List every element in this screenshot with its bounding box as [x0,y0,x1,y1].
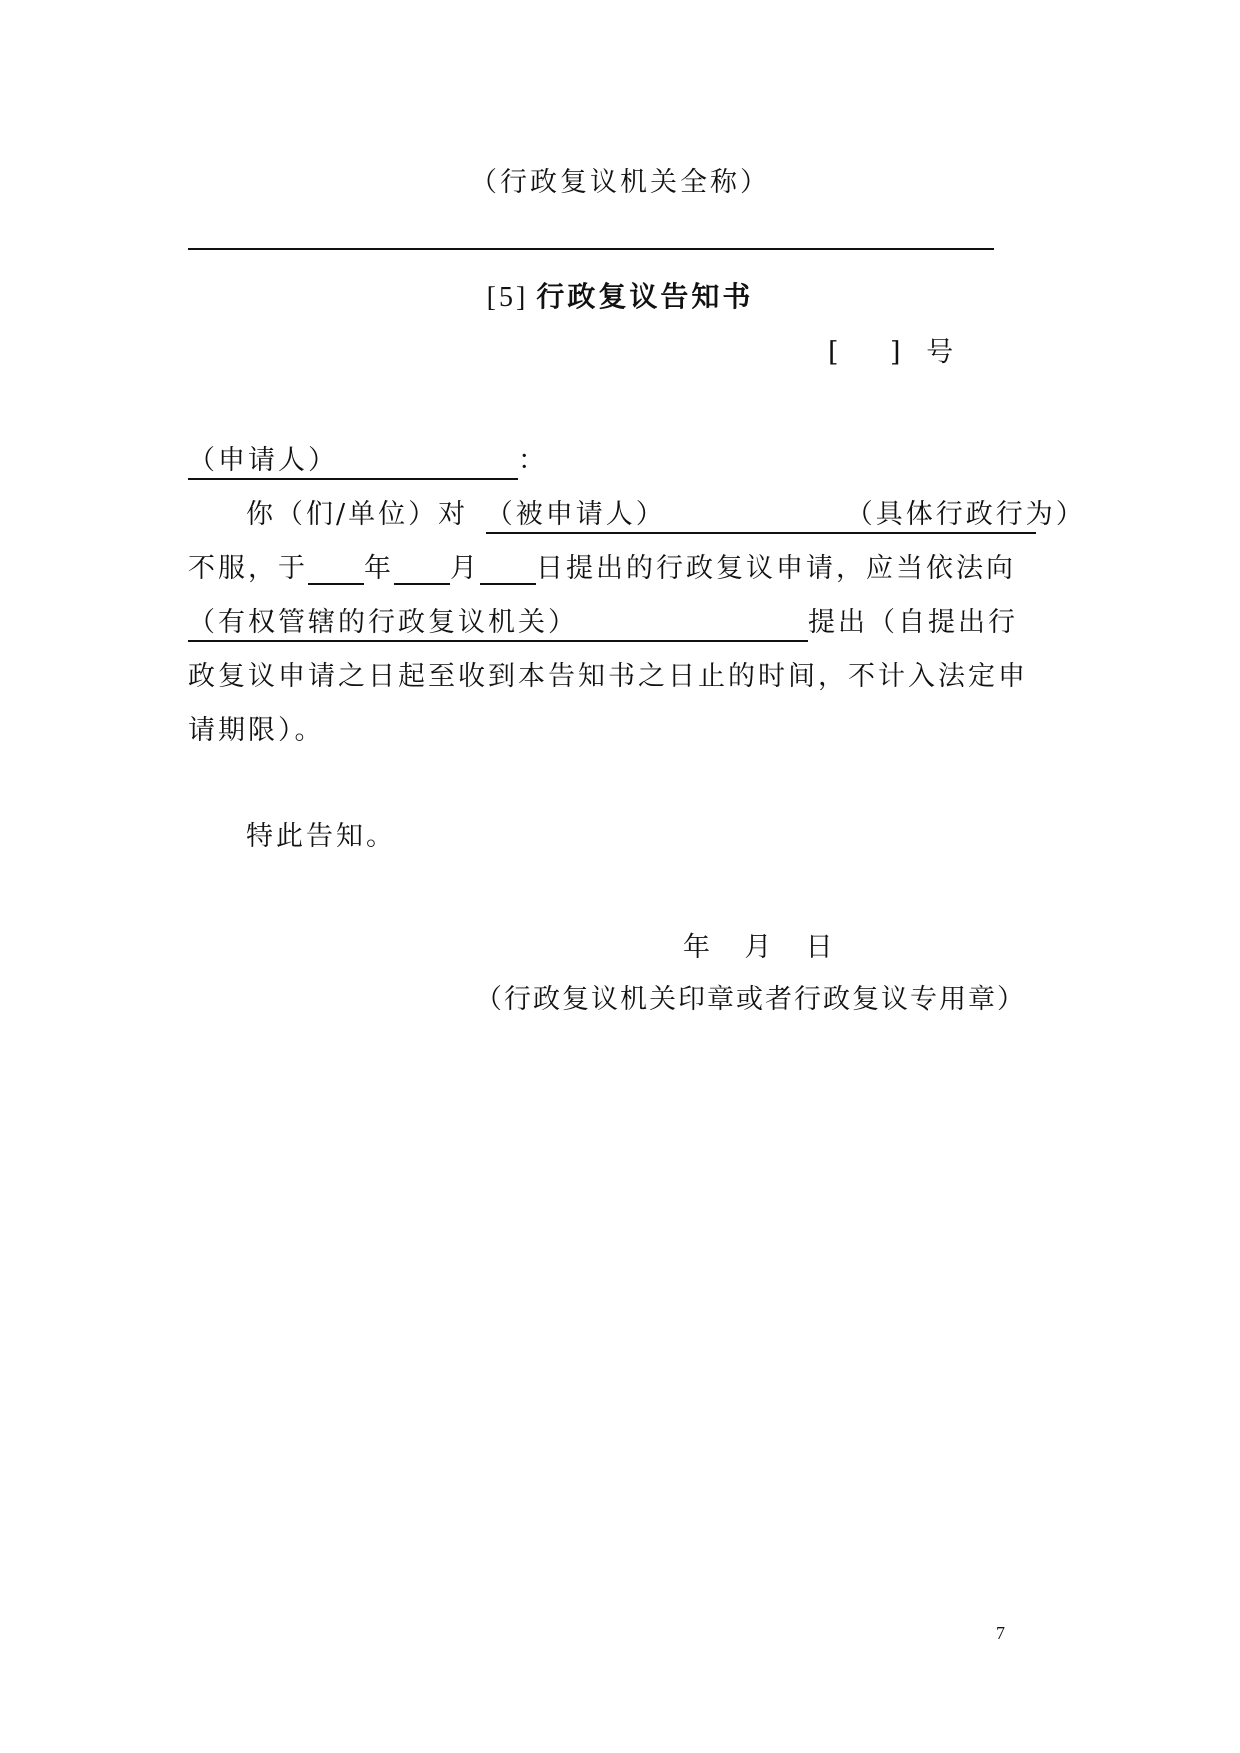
line3-end: 日提出的行政复议申请，应当依法向 [536,553,1016,584]
document-number: [ ] 号 [828,337,954,368]
act-field: （具体行政行为） [845,499,1086,530]
day-blank [480,553,536,585]
body-line-6: 请期限）。 [188,715,325,746]
month-label: 月 [450,553,480,584]
line2-start: 你（们/单位）对 [246,499,469,530]
line4-end: 提出（自提出行 [808,607,1018,638]
seal-note: （行政复议机关印章或者行政复议专用章） [475,984,1026,1015]
month-blank [394,553,450,585]
body-line-5: 政复议申请之日起至收到本告知书之日止的时间，不计入法定申 [188,661,1028,692]
applicant-field: （申请人） [188,446,518,480]
body-line-4 [188,600,1018,642]
authority-name: （行政复议机关全称） [470,167,770,198]
year-label: 年 [364,553,394,584]
header-divider [188,248,994,250]
line3-start: 不服，于 [188,553,308,584]
page-number: 7 [996,1623,1005,1643]
authority-jurisdiction-field: （有权管辖的行政复议机关） [188,608,808,642]
addressee-colon: ： [518,445,548,476]
closing-text: 特此告知。 [246,821,396,852]
body-line-3 [188,546,1016,585]
date-line: 年 月 日 [683,932,833,963]
document-title [0,275,1240,315]
respondent-field: （被申请人） [485,499,666,530]
respondent-act-field [485,499,1086,534]
title-number: [5] [486,282,529,313]
title-text: 行政复议告知书 [536,280,754,313]
year-blank [308,553,364,585]
addressee-line [188,438,548,480]
body-line-2 [246,492,1086,534]
